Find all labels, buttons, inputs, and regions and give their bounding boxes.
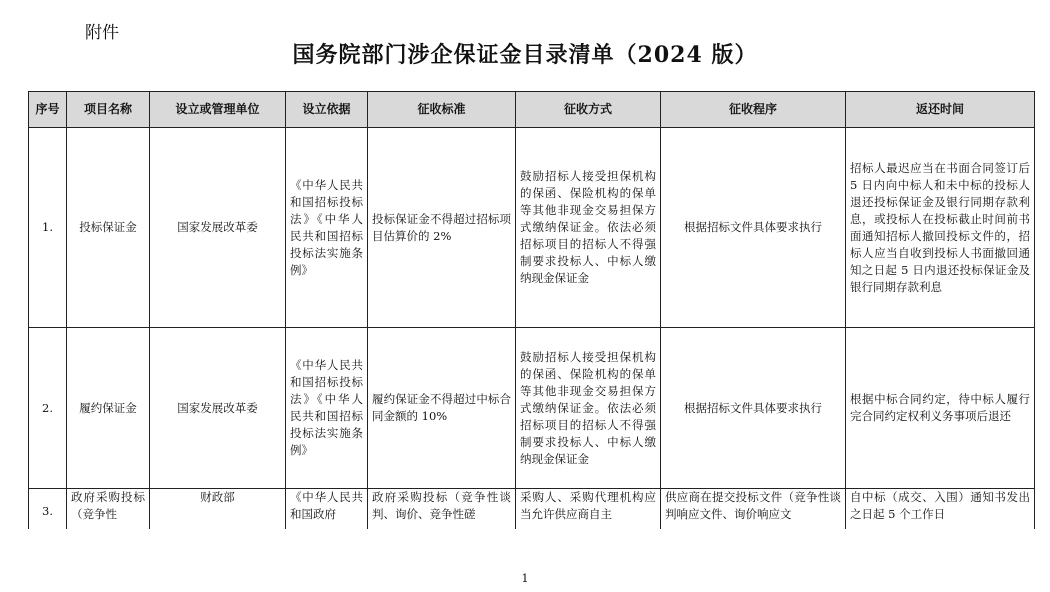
row-method: 鼓励招标人接受担保机构的保函、保险机构的保单等其他非现金交易担保方式缴纳保证金。依法必须招标项目的招标人不得强制要求投标人、中标人缴纳现金保证金 [516, 328, 661, 489]
header-method: 征收方式 [516, 92, 661, 128]
row-basis: 《中华人民共和国政府 [286, 489, 368, 530]
row-name: 投标保证金 [67, 128, 150, 328]
deposit-catalog-table [28, 91, 1035, 529]
row-method: 鼓励招标人接受担保机构的保函、保险机构的保单等其他非现金交易担保方式缴纳保证金。依法必须招标项目的招标人不得强制要求投标人、中标人缴纳现金保证金 [516, 128, 661, 328]
header-name: 项目名称 [67, 92, 150, 128]
row-standard: 履约保证金不得超过中标合同金额的 10% [368, 328, 516, 489]
row-refund: 招标人最迟应当在书面合同签订后 5 日内向中标人和未中标的投标人退还投标保证金及银行同期存款利息，或投标人在投标截止时间前书面通知招标人撤回投标文件的，招标人应当自收到投标人书面撤回通知之日起 5 日内退还投标保证金及银行同期存款利息 [846, 128, 1035, 328]
table-container [28, 91, 1036, 529]
row-seq: 3. [29, 489, 67, 530]
row-unit: 国家发展改革委 [150, 128, 286, 328]
table-row [29, 128, 1035, 328]
row-unit: 财政部 [150, 489, 286, 530]
header-procedure: 征收程序 [661, 92, 846, 128]
row-name: 政府采购投标（竞争性 [67, 489, 150, 530]
table-row [29, 328, 1035, 489]
row-procedure: 根据招标文件具体要求执行 [661, 128, 846, 328]
page-number: 1 [521, 572, 529, 585]
header-basis: 设立依据 [286, 92, 368, 128]
row-basis: 《中华人民共和国招标投标法》《中华人民共和国招标投标法实施条例》 [286, 328, 368, 489]
attachment-label: 附件 [85, 23, 119, 43]
row-name: 履约保证金 [67, 328, 150, 489]
table-row [29, 489, 1035, 530]
header-refund: 返还时间 [846, 92, 1035, 128]
row-basis: 《中华人民共和国招标投标法》《中华人民共和国招标投标法实施条例》 [286, 128, 368, 328]
row-refund: 自中标（成交、入围）通知书发出之日起 5 个工作日 [846, 489, 1035, 530]
header-standard: 征收标准 [368, 92, 516, 128]
header-unit: 设立或管理单位 [150, 92, 286, 128]
row-refund: 根据中标合同约定，待中标人履行完合同约定权利义务事项后退还 [846, 328, 1035, 489]
row-seq: 1. [29, 128, 67, 328]
row-procedure: 供应商在提交投标文件（竞争性谈判响应文件、询价响应文 [661, 489, 846, 530]
row-standard: 投标保证金不得超过招标项目估算价的 2% [368, 128, 516, 328]
row-seq: 2. [29, 328, 67, 489]
row-method: 采购人、采购代理机构应当允许供应商自主 [516, 489, 661, 530]
row-unit: 国家发展改革委 [150, 328, 286, 489]
document-title: 国务院部门涉企保证金目录清单（2024 版） [292, 42, 758, 68]
header-row [29, 92, 1035, 128]
header-seq: 序号 [29, 92, 67, 128]
row-procedure: 根据招标文件具体要求执行 [661, 328, 846, 489]
row-standard: 政府采购投标（竞争性谈判、询价、竞争性磋 [368, 489, 516, 530]
